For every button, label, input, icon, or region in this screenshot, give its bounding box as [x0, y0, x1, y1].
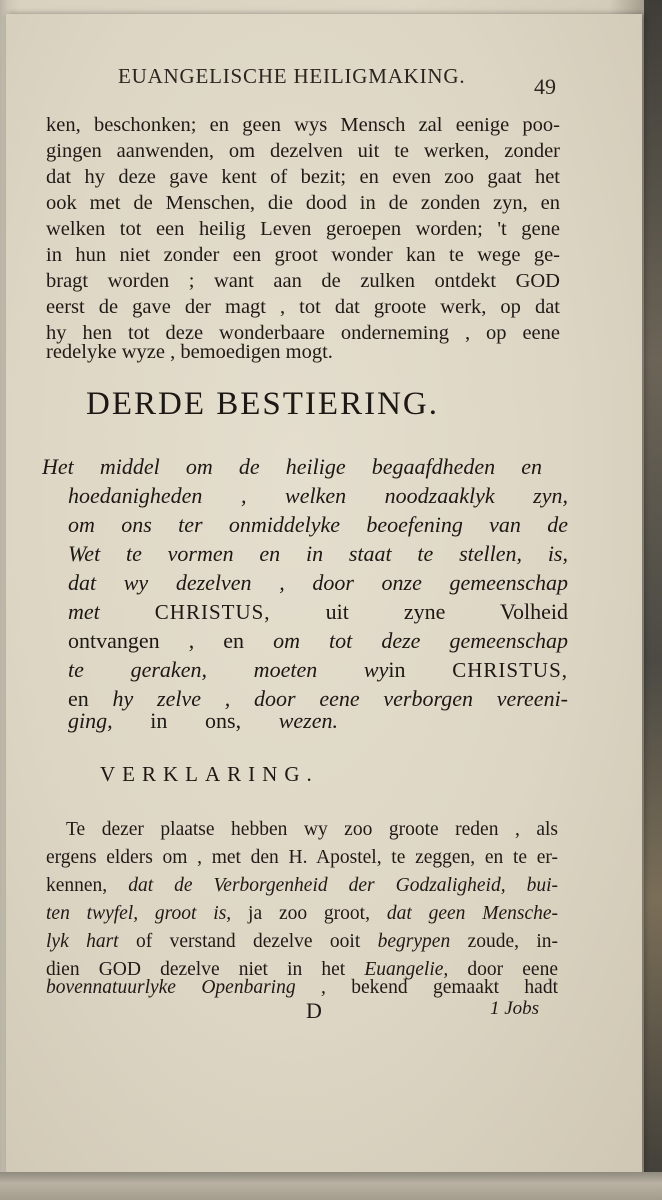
explanation-line — [46, 900, 558, 928]
book-binding-edge — [644, 0, 662, 1200]
explanation-text: Euangelie, — [364, 959, 449, 980]
explanation-line — [46, 928, 558, 956]
thesis-line — [68, 706, 338, 735]
opening-line: gingen aanwenden, om dezelven uit te werken, zonder — [46, 140, 560, 162]
thesis-text: ging, — [68, 708, 113, 733]
explanation-text: of verstand dezelve ooit — [135, 931, 361, 952]
opening-line: dat hy deze gave kent of bezit; en even zoo gaat het — [46, 166, 560, 188]
explanation-text: dien GOD dezelve niet in het — [46, 959, 346, 980]
explanation-text: door eene — [467, 959, 558, 980]
explanation-line: ergens elders om , met den H. Apostel, te zeggen, en te er- — [46, 847, 558, 868]
thesis-text: om tot deze gemeenschap — [273, 628, 568, 653]
thesis-line — [68, 510, 568, 539]
explanation-line: Te dezer plaatse hebben wy zoo groote reden , als — [66, 819, 558, 840]
subheading: VERKLARING. — [100, 762, 319, 786]
thesis-text: ontvangen , en — [68, 628, 245, 653]
thesis-text: te geraken, moeten wy — [68, 657, 389, 682]
opening-line: eerst de gave der magt , tot dat groote werk, op dat — [46, 296, 560, 318]
thesis-text: Het middel om de heilige begaafdheden en — [42, 454, 542, 479]
thesis-text: met — [68, 599, 100, 624]
thesis-text: in — [388, 657, 406, 682]
opening-line: bragt worden ; want aan de zulken ontdekt GOD — [46, 270, 560, 292]
running-head: EUANGELISCHE HEILIGMAKING. — [118, 64, 466, 88]
thesis-line — [68, 481, 568, 510]
thesis-text: dat wy dezelven , door onze gemeenschap — [68, 570, 568, 595]
explanation-text: lyk hart — [46, 931, 119, 952]
thesis-text: hy zelve , door eene verborgen vereeni- — [112, 686, 569, 711]
explanation-text: dat de Verborgenheid der Godzaligheid, bui- — [128, 875, 558, 896]
opening-line: ken, beschonken; en geen wys Mensch zal eenige poo- — [46, 114, 560, 136]
christus-name: CHRISTUS, — [154, 600, 271, 624]
explanation-text: dat geen Mensche- — [386, 903, 559, 924]
thesis-line — [68, 568, 568, 597]
opening-line: redelyke wyze , bemoedigen mogt. — [46, 341, 333, 363]
explanation-text: begrypen — [377, 931, 451, 952]
page-number: 49 — [534, 74, 556, 99]
opening-line: in hun niet zonder een groot wonder kan te wege ge- — [46, 244, 560, 266]
explanation-text: bovennatuurlyke Openbaring , — [46, 977, 326, 998]
explanation-line — [46, 974, 558, 1002]
thesis-text: om ons ter onmiddelyke beoefening van de — [68, 512, 568, 537]
opening-line: hy hen tot deze wonderbaare onderneming , op eene — [46, 322, 560, 344]
thesis-text: in ons, — [150, 708, 242, 733]
opening-line: welken tot een heilig Leven geroepen worden; 't gene — [46, 218, 560, 240]
page-bottom-edge — [0, 1172, 662, 1200]
catchword: 1 Jobs — [490, 998, 540, 1019]
signature-mark: D — [306, 998, 322, 1023]
thesis-line — [68, 597, 568, 627]
thesis-text: hoedanigheden , welken noodzaaklyk zyn, — [68, 483, 568, 508]
christus-name: CHRISTUS, — [452, 658, 569, 682]
thesis-text: en — [68, 686, 89, 711]
thesis-text: uit zyne Volheid — [325, 599, 568, 624]
thesis-line — [42, 452, 542, 481]
thesis-line — [68, 655, 568, 685]
explanation-text: bekend gemaakt hadt — [351, 977, 559, 998]
section-heading: DERDE BESTIERING. — [86, 386, 439, 422]
thesis-line — [68, 539, 568, 568]
explanation-line — [46, 872, 558, 900]
opening-line: ook met de Menschen, die dood in de zonden zyn, en — [46, 192, 560, 214]
thesis-line — [68, 626, 568, 655]
explanation-text: ten twyfel, groot is, — [46, 903, 232, 924]
explanation-text: kennen, — [46, 875, 108, 896]
explanation-text: ja zoo groot, — [248, 903, 370, 924]
thesis-text: Wet te vormen en in staat te stellen, is, — [68, 541, 568, 566]
explanation-text: zoude, in- — [467, 931, 559, 952]
thesis-text: wezen. — [278, 708, 338, 733]
